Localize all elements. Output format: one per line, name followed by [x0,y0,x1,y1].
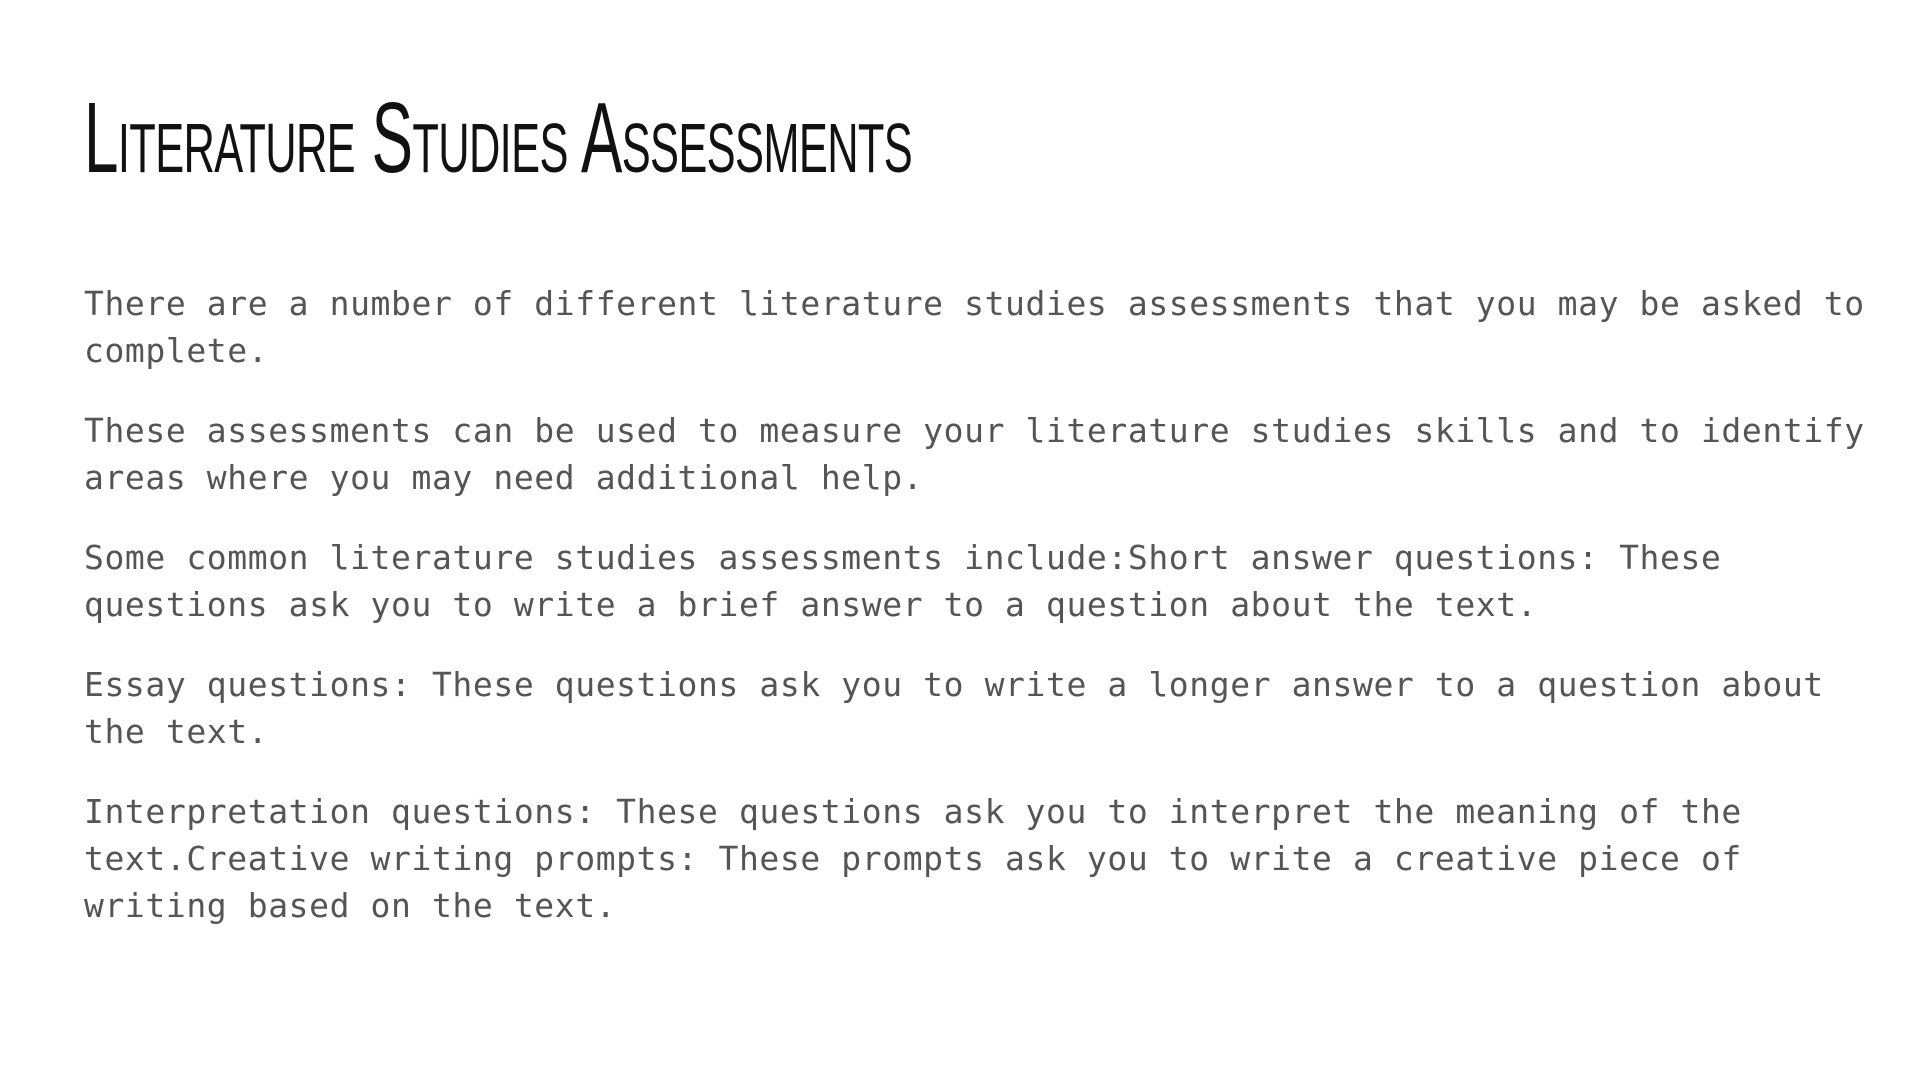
body-paragraph-3: Some common literature studies assessments include:Short answer questions: These questions ask you to write a brief answer to a question about the text. [84,538,1722,624]
body-paragraph-1: There are a number of different literature studies assessments that you may be asked to complete. [84,284,1865,370]
body-paragraph-4: Essay questions: These questions ask you to write a longer answer to a question about the text. [84,665,1824,751]
slide-body [84,280,1874,962]
body-paragraph-5: Interpretation questions: These questions ask you to interpret the meaning of the text.Creative writing prompts: These prompts ask you to write a creative piece of writing based on the text. [84,792,1742,925]
slide-title: Literature Studies Assessments [84,82,913,194]
body-paragraph-2: These assessments can be used to measure your literature studies skills and to identify areas where you may need additional help. [84,411,1865,497]
